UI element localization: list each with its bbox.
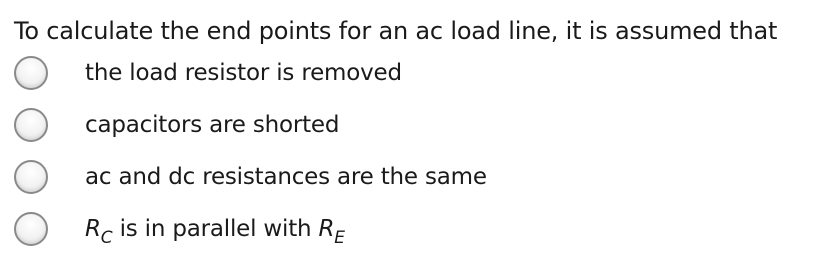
question-text: To calculate the end points for an ac load line, it is assumed that bbox=[14, 17, 778, 45]
answer-option-4[interactable] bbox=[14, 207, 814, 251]
answer-option-3[interactable] bbox=[14, 155, 814, 199]
answer-option-1[interactable] bbox=[14, 51, 814, 95]
resistor-symbol: R bbox=[85, 216, 101, 242]
option-label: the load resistor is removed bbox=[85, 60, 402, 86]
subscript: E bbox=[334, 228, 345, 248]
radio-button[interactable] bbox=[14, 212, 48, 246]
subscript: C bbox=[100, 228, 113, 248]
option-label: capacitors are shorted bbox=[85, 112, 340, 138]
radio-button[interactable] bbox=[14, 160, 48, 194]
option-label: ac and dc resistances are the same bbox=[85, 164, 487, 190]
answer-option-2[interactable] bbox=[14, 103, 814, 147]
radio-button[interactable] bbox=[14, 108, 48, 142]
option-label bbox=[85, 216, 345, 248]
option-label-text: is in parallel with bbox=[112, 216, 319, 242]
radio-button[interactable] bbox=[14, 56, 48, 90]
resistor-symbol: R bbox=[318, 216, 335, 242]
